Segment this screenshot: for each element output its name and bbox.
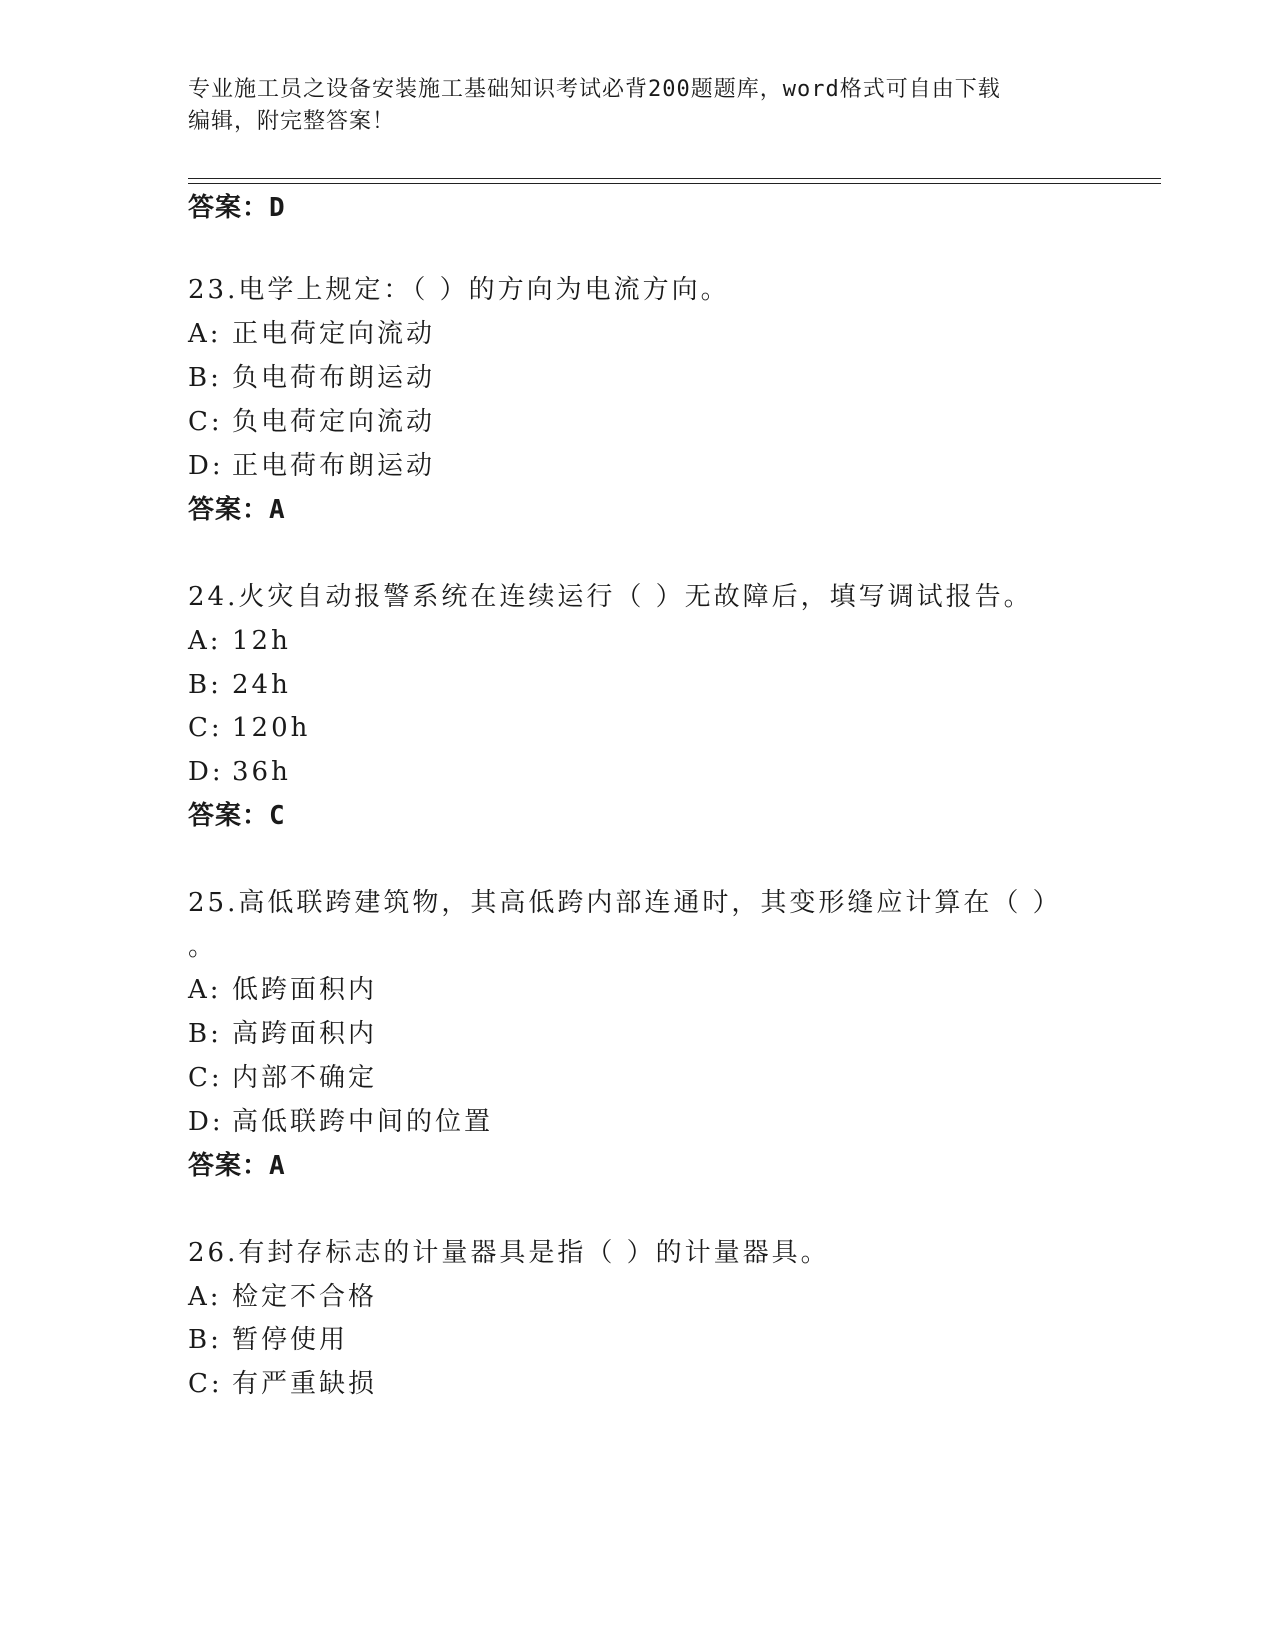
option-text: 正电荷定向流动 [232, 319, 436, 349]
option-text: 内部不确定 [232, 1063, 378, 1093]
option-text: 高低联跨中间的位置 [232, 1107, 494, 1137]
question-23-stem: 23.电学上规定：（ ）的方向为电流方向。 [188, 275, 730, 305]
question-26-option-a [188, 1280, 377, 1314]
question-25-option-a [188, 973, 377, 1007]
option-text: 暂停使用 [232, 1325, 349, 1355]
question-23-answer: 答案：A [188, 495, 286, 525]
question-26-option-c [188, 1367, 377, 1401]
question-25-option-d [188, 1105, 493, 1139]
option-label: C: [188, 407, 223, 437]
header-line-1: 专业施工员之设备安装施工基础知识考试必背200题题库，word格式可自由下载 [188, 77, 1001, 102]
option-text: 36h [232, 757, 291, 787]
question-26-stem: 26.有封存标志的计量器具是指（ ）的计量器具。 [188, 1238, 830, 1268]
option-text: 24h [232, 670, 291, 700]
header-divider-top [188, 178, 1161, 179]
header-divider-bottom [188, 183, 1161, 184]
option-label: A: [188, 975, 222, 1005]
option-label: C: [188, 1063, 223, 1093]
header-line-2: 编辑，附完整答案！ [188, 109, 396, 134]
option-label: D: [188, 451, 224, 481]
option-text: 负电荷定向流动 [232, 407, 436, 437]
question-25-option-b [188, 1017, 377, 1051]
option-text: 120h [232, 713, 311, 743]
question-25-option-c [188, 1061, 377, 1095]
option-text: 低跨面积内 [232, 975, 378, 1005]
question-26-option-b [188, 1323, 348, 1357]
question-25-stem: 25.高低联跨建筑物，其高低跨内部连通时，其变形缝应计算在（ ） [188, 888, 1062, 918]
question-24-answer: 答案：C [188, 801, 286, 831]
option-text: 负电荷布朗运动 [232, 363, 436, 393]
option-label: A: [188, 626, 222, 656]
option-label: A: [188, 1282, 222, 1312]
option-text: 12h [232, 626, 291, 656]
question-24-option-c [188, 711, 310, 745]
option-label: C: [188, 1369, 223, 1399]
option-label: B: [188, 1325, 222, 1355]
option-text: 高跨面积内 [232, 1019, 378, 1049]
question-24-option-a [188, 624, 291, 658]
question-23-option-c [188, 405, 435, 439]
question-24-option-d [188, 755, 291, 789]
question-23-option-d [188, 449, 435, 483]
question-24-stem: 24.火灾自动报警系统在连续运行（ ）无故障后，填写调试报告。 [188, 582, 1033, 612]
question-23-option-b [188, 361, 435, 395]
option-label: B: [188, 1019, 222, 1049]
option-label: D: [188, 1107, 224, 1137]
question-25-answer: 答案：A [188, 1151, 286, 1181]
previous-answer: 答案：D [188, 193, 286, 223]
option-text: 正电荷布朗运动 [232, 451, 436, 481]
option-text: 有严重缺损 [232, 1369, 378, 1399]
option-label: D: [188, 757, 224, 787]
option-label: A: [188, 319, 222, 349]
question-25-stem-continuation: 。 [188, 932, 218, 962]
option-label: C: [188, 713, 223, 743]
option-label: B: [188, 670, 222, 700]
option-label: B: [188, 363, 222, 393]
question-23-option-a [188, 317, 435, 351]
document-header [188, 74, 1068, 138]
question-24-option-b [188, 668, 291, 702]
option-text: 检定不合格 [232, 1282, 378, 1312]
